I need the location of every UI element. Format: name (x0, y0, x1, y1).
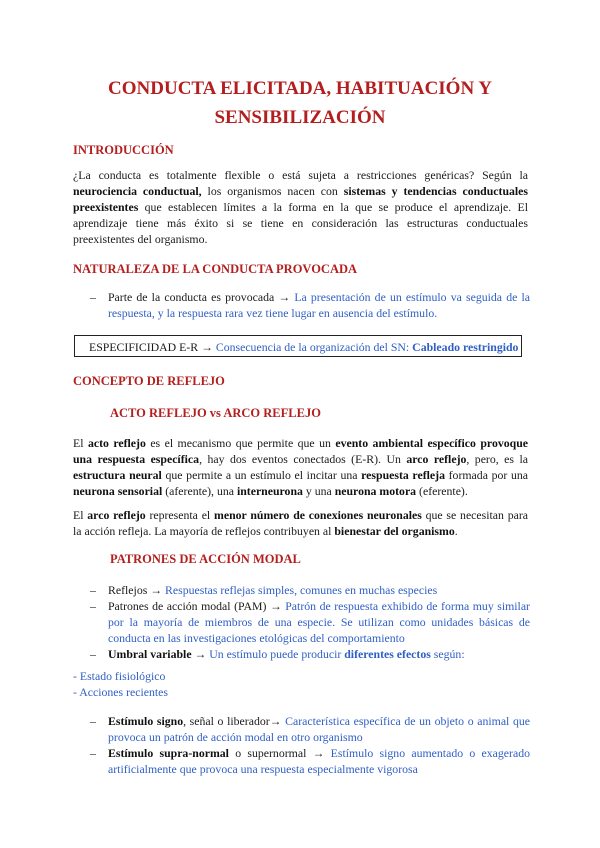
sub-item-estado: - Estado fisiológico (73, 669, 166, 683)
list-item: – Umbral variable → Un estímulo puede producir diferentes efectos según: (90, 647, 465, 661)
page-title (0, 74, 600, 132)
list-item: – Reflejos → Respuestas reflejas simples, comunes en muchas especies (90, 583, 438, 597)
list-estimulos (90, 713, 530, 777)
heading-concepto-reflejo: CONCEPTO DE REFLEJO (73, 374, 225, 388)
paragraph-arco-reflejo: El arco reflejo representa el menor número de conexiones neuronales que se necesitan para la acción refleja. La mayoría de reflejos contribuyen al bienestar del organismo. (73, 508, 529, 538)
paragraph-acto-reflejo: El acto reflejo es el mecanismo que permite que un evento ambiental específico provoque una respuesta específica, hay dos eventos conectados (E-R). Un arco reflejo, pero, es la estructura neural que permite a un estímulo el incitar una respuesta refleja formada por una neurona sensorial (aferente), una interneurona y una neurona motora (eferente). (73, 436, 528, 498)
title-line-1: CONDUCTA ELICITADA, HABITUACIÓN Y (108, 78, 492, 99)
heading-introduccion: INTRODUCCIÓN (73, 143, 174, 157)
list-item: – Parte de la conducta es provocada → La presentación de un estímulo va seguida de la respuesta, y la respuesta rara vez tiene lugar en ausencia del estímulo. (90, 290, 530, 320)
sub-item-acciones: - Acciones recientes (73, 685, 168, 699)
list-naturaleza (90, 289, 530, 321)
especificidad-box: ESPECIFICIDAD E-R → Consecuencia de la organización del SN: Cableado restringido (74, 335, 522, 357)
list-item: – Patrones de acción modal (PAM) → Patrón de respuesta exhibido de forma muy similar por la mayoría de miembros de una especie. Se utilizan como unidades básicas de conducta en las investigaciones etológicas del comportamiento (90, 599, 530, 645)
list-item: – Estímulo signo, señal o liberador→ Característica específica de un objeto o animal que provoca un patrón de acción modal en otro organismo (90, 714, 531, 744)
list-patrones (90, 582, 530, 662)
list-item: – Estímulo supra-normal o supernormal → Estímulo signo aumentado o exagerado artificialmente que provoca una respuesta especialmente vigorosa (90, 746, 530, 776)
title-line-2: SENSIBILIZACIÓN (214, 107, 386, 128)
heading-naturaleza: NATURALEZA DE LA CONDUCTA PROVOCADA (73, 262, 358, 276)
subheading-acto-arco: ACTO REFLEJO vs ARCO REFLEJO (110, 406, 321, 420)
heading-patrones: PATRONES DE ACCIÓN MODAL (110, 552, 301, 566)
paragraph-introduccion: ¿La conducta es totalmente flexible o está sujeta a restricciones genéricas? Según la neurociencia conductual, los organismos nacen con sistemas y tendencias conductuales preexistentes que establecen límites a la forma en la que se produce el aprendizaje. El aprendizaje tiene más éxito si se tiene en consideración las estructuras conductuales preexistentes del organismo. (73, 168, 529, 246)
